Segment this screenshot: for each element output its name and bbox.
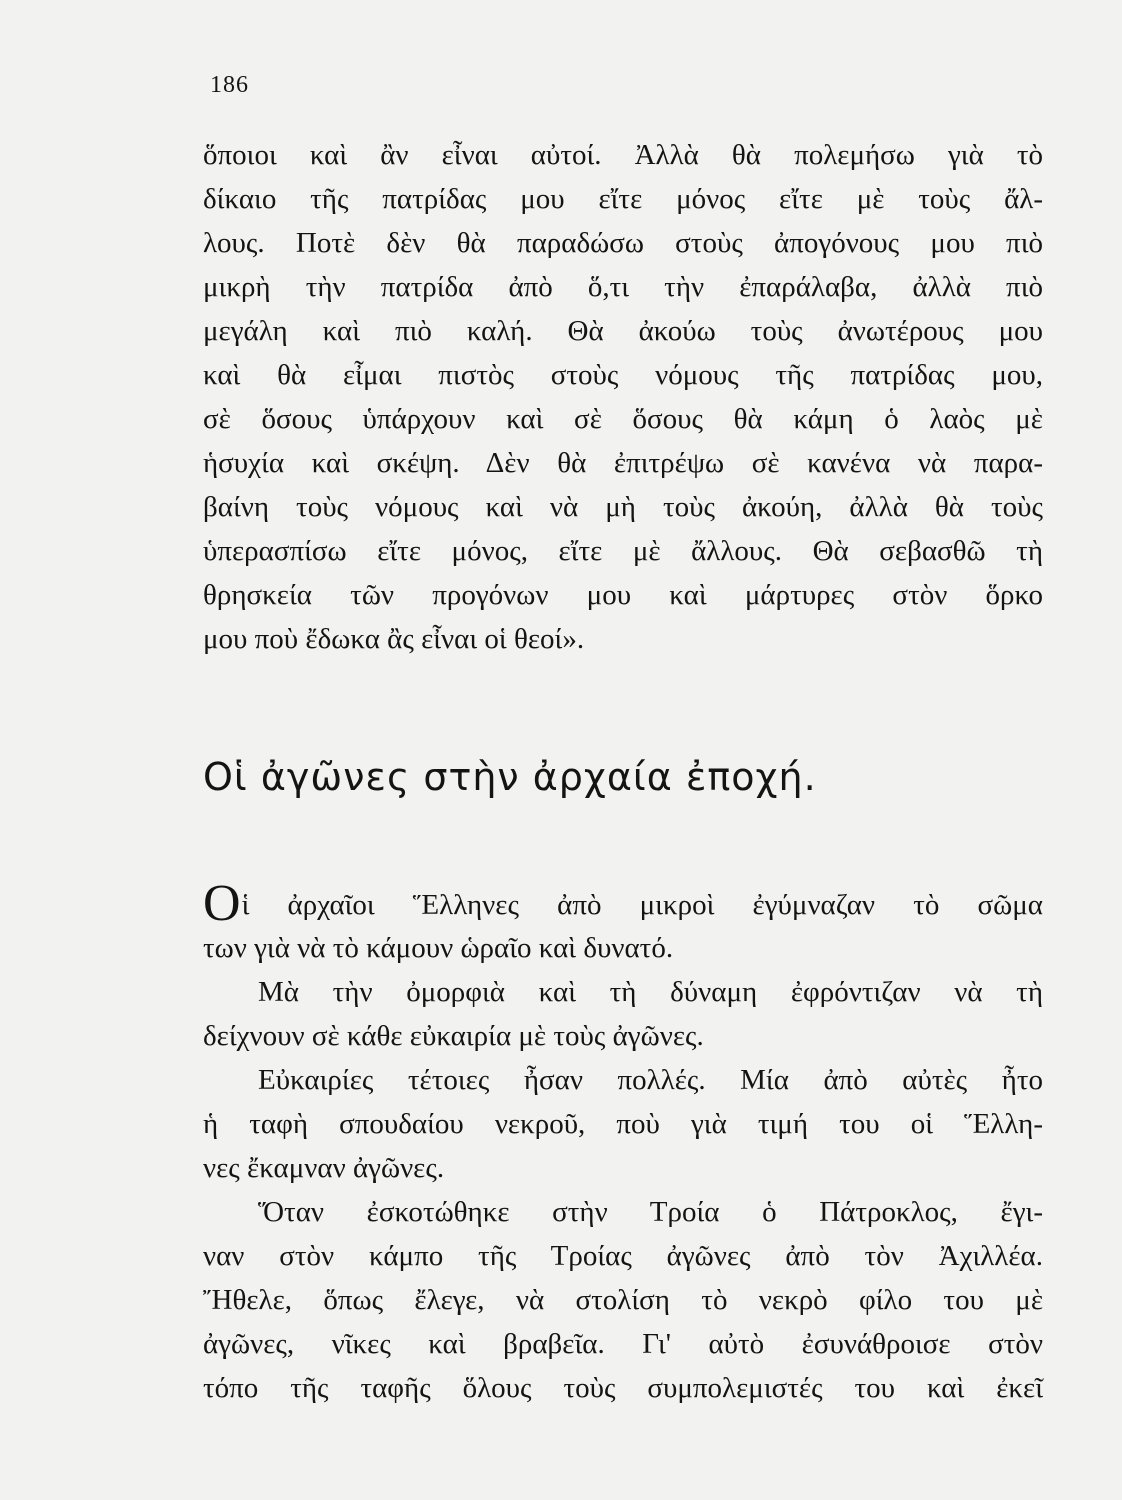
first-text-line (203, 875, 1043, 932)
text-line: καὶ θὰ εἶμαι πιστὸς στοὺς νόμους τῆς πατρίδας μου, (203, 359, 1043, 391)
text-line: τόπο τῆς ταφῆς ὅλους τοὺς συμπολεμιστές του καὶ ἐκεῖ (203, 1372, 1043, 1404)
text-line: Μὰ τὴν ὀμορφιὰ καὶ τὴ δύναμη ἐφρόντιζαν νὰ τὴ (258, 976, 1043, 1008)
text-line: ὑπερασπίσω εἴτε μόνος, εἴτε μὲ ἄλλους. Θὰ σεβασθῶ τὴ (203, 535, 1043, 567)
text-line: των γιὰ νὰ τὸ κάμουν ὡραῖο καὶ δυνατό. (203, 932, 674, 964)
first-line-text: ἱ ἀρχαῖοι Ἕλληνες ἀπὸ μικροὶ ἐγύμναζαν τὸ σῶμα (241, 889, 1043, 921)
text-line: Ὅταν ἐσκοτώθηκε στὴν Τροία ὁ Πάτροκλος, ἔγι- (258, 1196, 1043, 1228)
text-line: ἀγῶνες, νῖκες καὶ βραβεῖα. Γι' αὐτὸ ἐσυνάθροισε στὸν (203, 1328, 1043, 1360)
text-line: λους. Ποτὲ δὲν θὰ παραδώσω στοὺς ἀπογόνους μου πιὸ (203, 227, 1043, 259)
text-line: βαίνη τοὺς νόμους καὶ νὰ μὴ τοὺς ἀκούη, ἀλλὰ θὰ τοὺς (203, 491, 1043, 523)
text-line: Εὐκαιρίες τέτοιες ἦσαν πολλές. Μία ἀπὸ αὐτὲς ἦτο (258, 1064, 1043, 1096)
text-line: Ἤθελε, ὅπως ἔλεγε, νὰ στολίση τὸ νεκρὸ φίλο του μὲ (203, 1284, 1043, 1316)
text-line: μου ποὺ ἔδωκα ἂς εἶναι οἱ θεοί». (203, 623, 585, 655)
text-line: δείχνουν σὲ κάθε εὐκαιρία μὲ τοὺς ἀγῶνες. (203, 1020, 704, 1052)
oath-paragraph (203, 133, 1043, 661)
drop-cap: Ο (203, 875, 241, 932)
text-line: σὲ ὅσους ὑπάρχουν καὶ σὲ ὅσους θὰ κάμη ὁ λαὸς μὲ (203, 403, 1043, 435)
page-number: 186 (210, 72, 249, 98)
text-line: μεγάλη καὶ πιὸ καλή. Θὰ ἀκούω τοὺς ἀνωτέρους μου (203, 315, 1043, 347)
games-section (203, 875, 1043, 1410)
section-heading: Οἱ ἀγῶνες στὴν ἀρχαία ἐποχή. (203, 755, 817, 799)
text-line: θρησκεία τῶν προγόνων μου καὶ μάρτυρες στὸν ὅρκο (203, 579, 1043, 611)
text-line: ναν στὸν κάμπο τῆς Τροίας ἀγῶνες ἀπὸ τὸν Ἀχιλλέα. (203, 1240, 1043, 1272)
text-line: ὅποιοι καὶ ἂν εἶναι αὐτοί. Ἀλλὰ θὰ πολεμήσω γιὰ τὸ (203, 139, 1043, 171)
text-line: ἡσυχία καὶ σκέψη. Δὲν θὰ ἐπιτρέψω σὲ κανένα νὰ παρα- (203, 447, 1043, 479)
text-line: μικρὴ τὴν πατρίδα ἀπὸ ὅ,τι τὴν ἐπαράλαβα, ἀλλὰ πιὸ (203, 271, 1043, 303)
text-line: νες ἔκαμναν ἀγῶνες. (203, 1152, 445, 1184)
text-line: δίκαιο τῆς πατρίδας μου εἴτε μόνος εἴτε μὲ τοὺς ἄλ- (203, 183, 1043, 215)
text-line: ἡ ταφὴ σπουδαίου νεκροῦ, ποὺ γιὰ τιμή του οἱ Ἕλλη- (203, 1108, 1043, 1140)
